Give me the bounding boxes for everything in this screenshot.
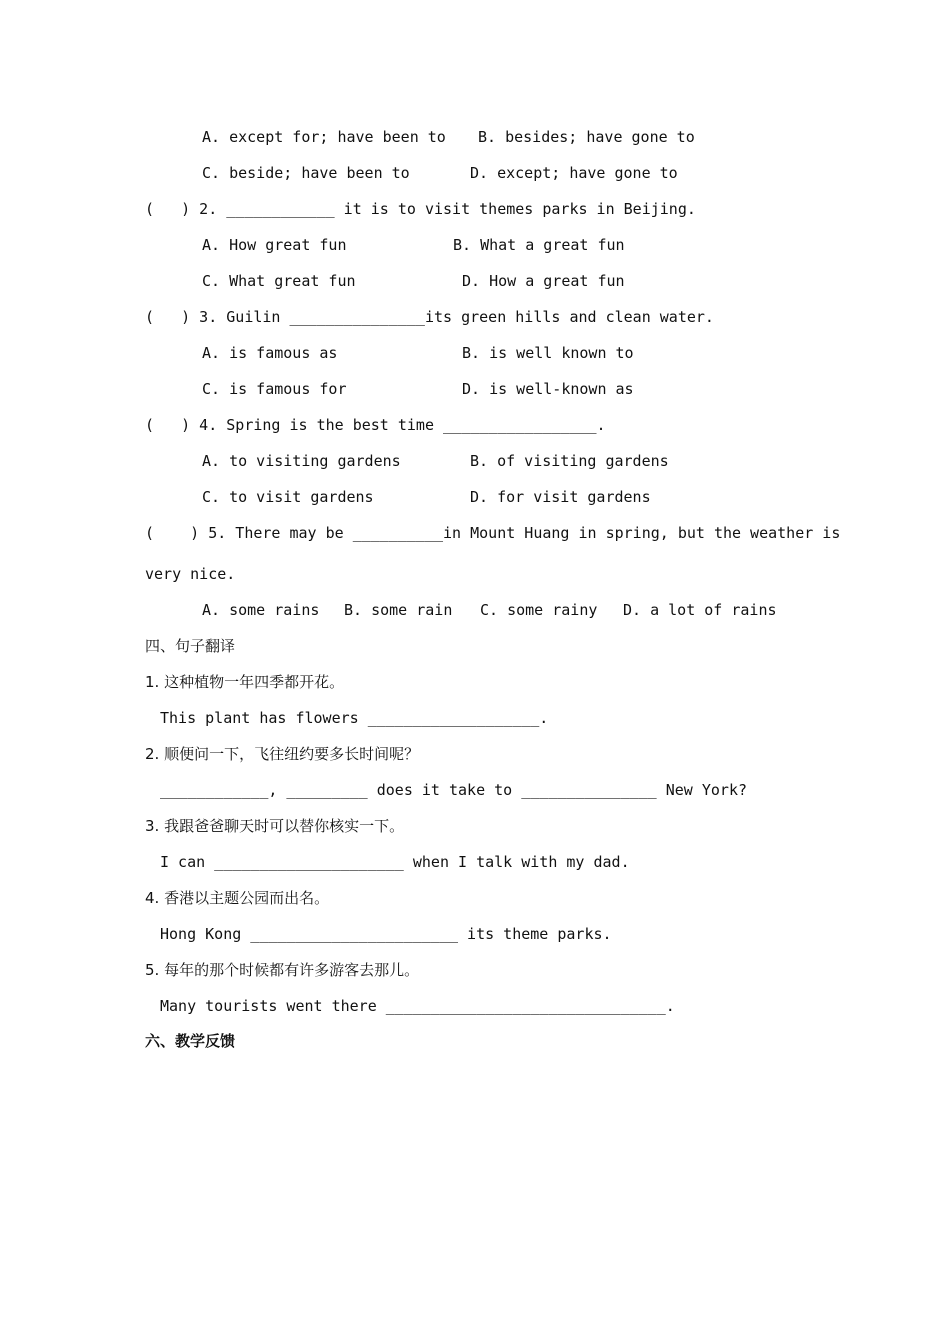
- q2-stem: ( ) 2. ____________ it is to visit themes parks in Beijing.: [145, 200, 696, 218]
- q3-option-a: A. is famous as: [202, 344, 338, 362]
- q4-stem: ( ) 4. Spring is the best time _________________.: [145, 416, 606, 434]
- translation-item-5-chinese: 5. 每年的那个时候都有许多游客去那儿。: [145, 961, 420, 979]
- q3-option-c: C. is famous for: [202, 380, 347, 398]
- q5-stem: ( ) 5. There may be __________in Mount Huang in spring, but the weather is: [145, 524, 841, 542]
- translation-item-3-chinese: 3. 我跟爸爸聊天时可以替你核实一下。: [145, 817, 405, 835]
- translation-item-1-chinese: 1. 这种植物一年四季都开花。: [145, 673, 345, 691]
- translation-item-5-english: Many tourists went there _______________________________.: [160, 997, 675, 1015]
- q4-option-c: C. to visit gardens: [202, 488, 374, 506]
- q5-option-c: C. some rainy: [480, 601, 598, 619]
- q4-option-d: D. for visit gardens: [470, 488, 651, 506]
- translation-item-1-english: This plant has flowers ___________________.: [160, 709, 549, 727]
- q2-option-d: D. How a great fun: [462, 272, 625, 290]
- translation-item-4-chinese: 4. 香港以主题公园而出名。: [145, 889, 330, 907]
- q5-option-a: A. some rains: [202, 601, 320, 619]
- q3-stem: ( ) 3. Guilin _______________its green hills and clean water.: [145, 308, 714, 326]
- q1-option-b: B. besides; have gone to: [478, 128, 695, 146]
- q1-option-c: C. beside; have been to: [202, 164, 410, 182]
- q2-option-c: C. What great fun: [202, 272, 356, 290]
- q3-option-d: D. is well-known as: [462, 380, 634, 398]
- q3-option-b: B. is well known to: [462, 344, 634, 362]
- translation-item-2-chinese: 2. 顺便问一下，飞往纽约要多长时间呢？: [145, 745, 420, 763]
- q5-stem-continued: very nice.: [145, 565, 236, 583]
- section-4-heading: 四、句子翻译: [145, 637, 236, 655]
- translation-item-2-english: ____________, _________ does it take to _______________ New York?: [160, 781, 747, 799]
- q4-option-a: A. to visiting gardens: [202, 452, 401, 470]
- q4-option-b: B. of visiting gardens: [470, 452, 669, 470]
- q2-option-b: B. What a great fun: [453, 236, 625, 254]
- translation-item-4-english: Hong Kong _______________________ its theme parks.: [160, 925, 612, 943]
- q5-option-d: D. a lot of rains: [623, 601, 777, 619]
- translation-item-3-english: I can _____________________ when I talk with my dad.: [160, 853, 630, 871]
- q2-option-a: A. How great fun: [202, 236, 347, 254]
- q1-option-d: D. except; have gone to: [470, 164, 678, 182]
- section-6-heading: 六、教学反馈: [145, 1032, 236, 1050]
- q5-option-b: B. some rain: [344, 601, 453, 619]
- q1-option-a: A. except for; have been to: [202, 128, 446, 146]
